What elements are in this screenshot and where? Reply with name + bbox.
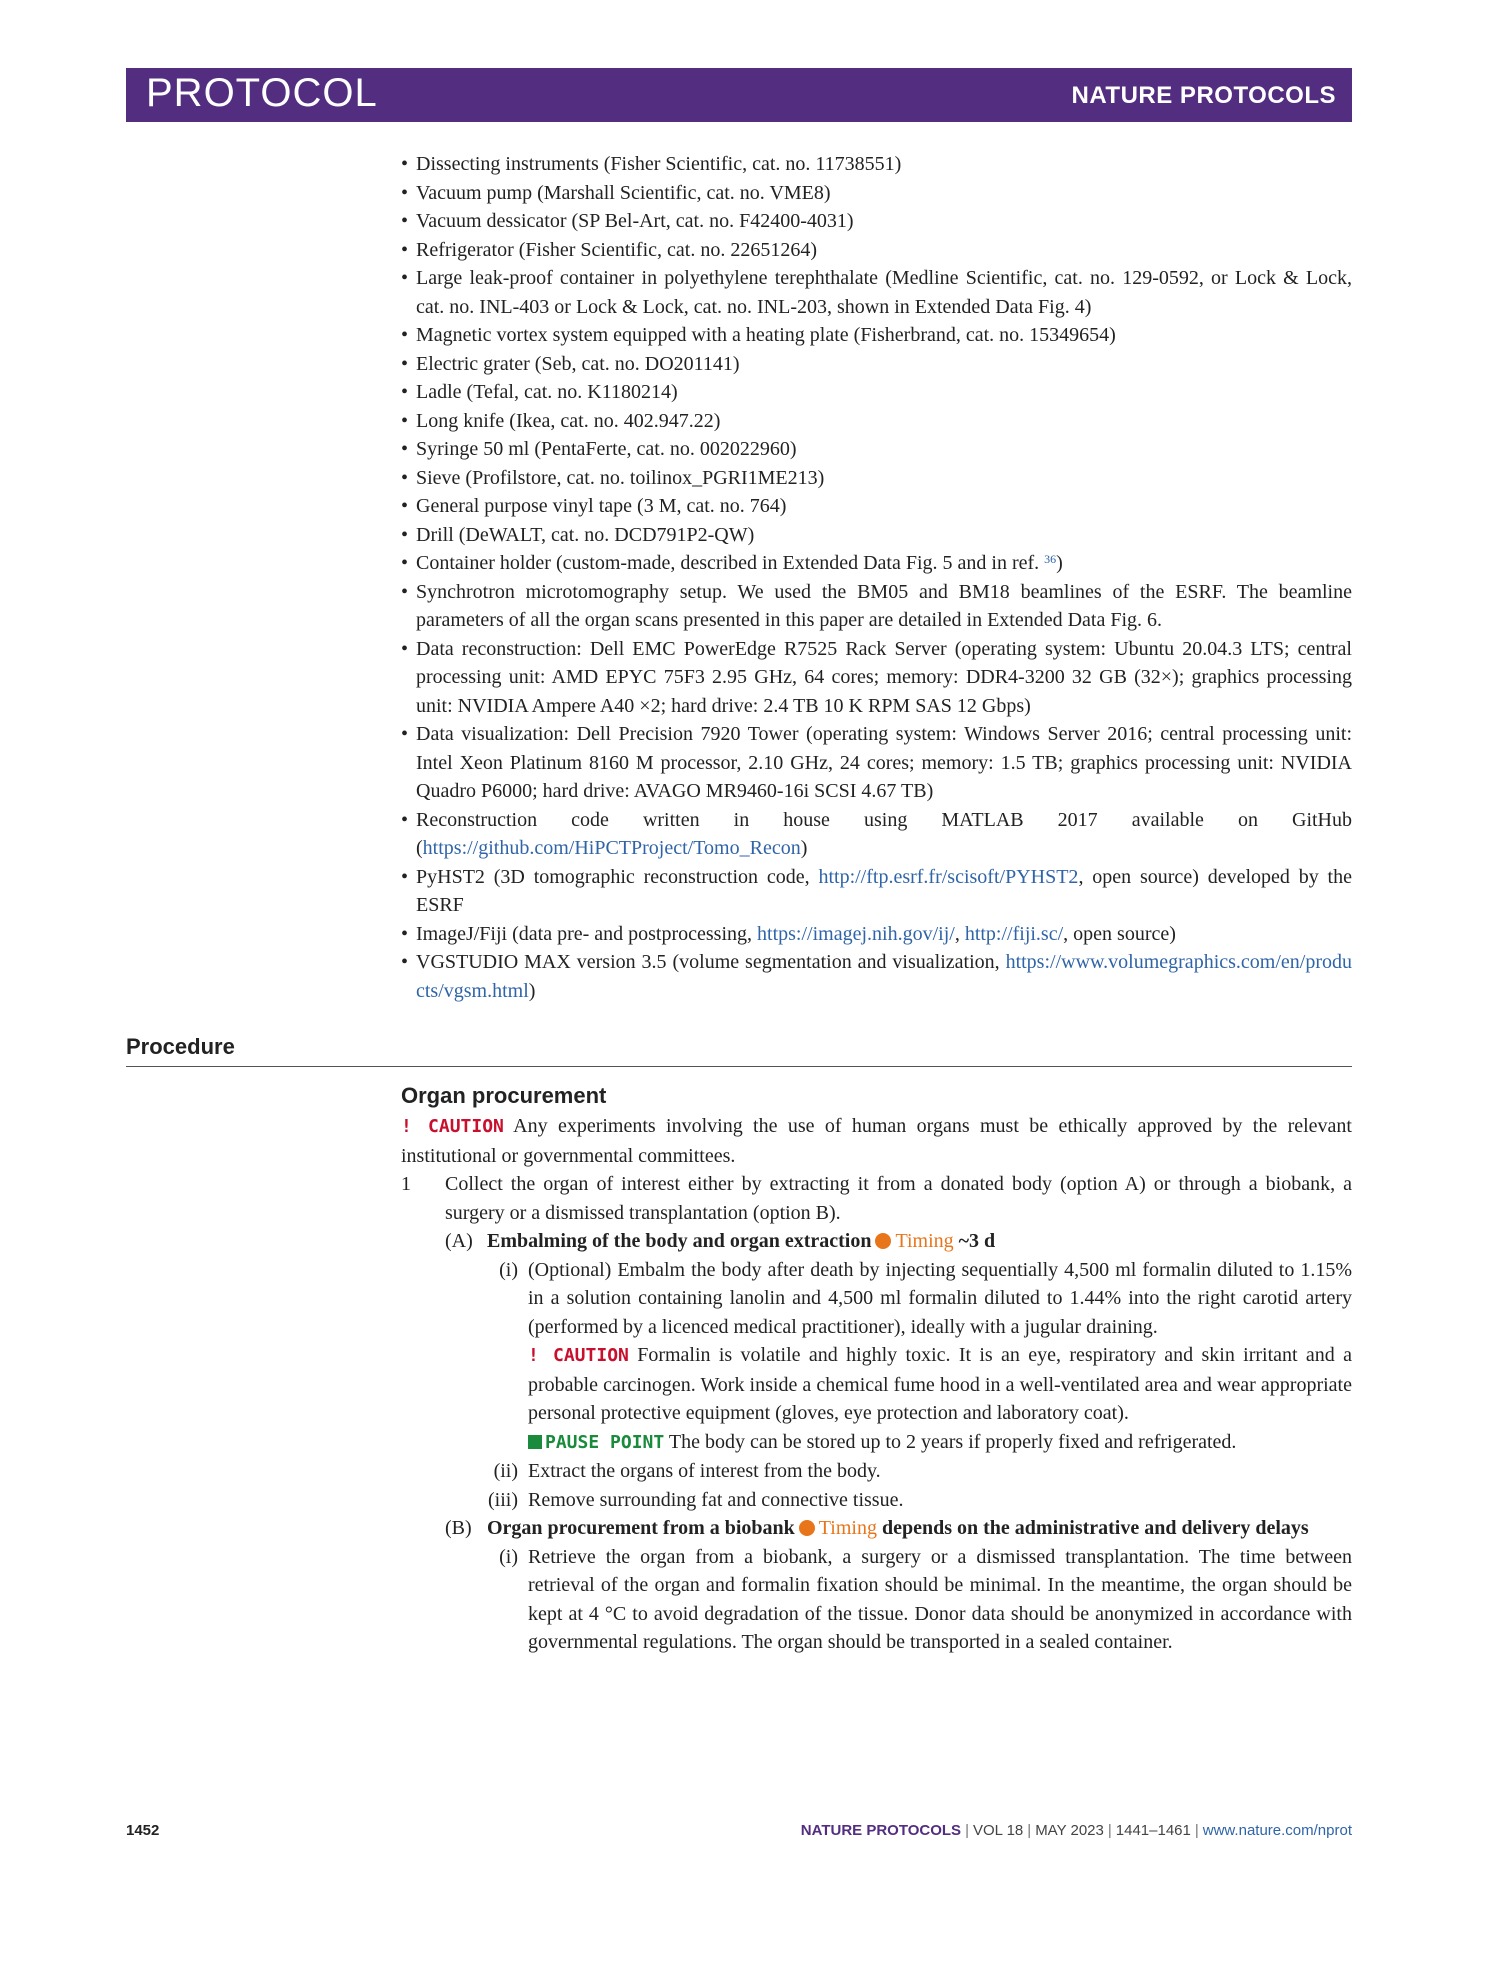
- timing-value: depends on the administrative and delivery delays: [881, 1517, 1309, 1539]
- separator: |: [1107, 1822, 1112, 1839]
- equipment-list: [401, 150, 1352, 1005]
- substep: [401, 1457, 1352, 1486]
- list-item: • Data reconstruction: Dell EMC PowerEdge R7525 Rack Server (operating system: Ubuntu 20.04.3 LTS; central processing unit: AMD EPYC 75F3 2.95 GHz, 64 cores; memory: DDR4-3200 32 GB (32×); graphics processing unit: NVIDIA Ampere A40 ×2; hard drive: 2.4 TB 10 K RPM SAS 12 Gbps): [401, 635, 1352, 721]
- container-holder-text: Container holder (custom-made, described in Extended Data Fig. 5 and in ref.: [416, 552, 1045, 574]
- pause-point-block: [401, 1428, 1352, 1458]
- fiji-link[interactable]: http://fiji.sc/: [964, 922, 1064, 945]
- journal-url-link[interactable]: www.nature.com/nprot: [1202, 1822, 1352, 1839]
- citation: [801, 1822, 1352, 1839]
- caution-text: Any experiments involving the use of human organs must be ethically approved by the relevant institutional or governmental committees.: [401, 1115, 1352, 1167]
- list-item: [401, 549, 1352, 578]
- header-journal-name: NATURE PROTOCOLS: [1071, 82, 1336, 109]
- separator: |: [965, 1822, 969, 1839]
- paren: ): [528, 979, 536, 1002]
- list-item: • Large leak-proof container in polyethylene terephthalate (Medline Scientific, cat. no. 129-0592, or Lock & Lock, cat. no. INL-403 or Lock & Lock, cat. no. INL-203, shown in Extended Data Fig. 4): [401, 264, 1352, 321]
- option-title: Organ procurement from a biobank: [487, 1517, 795, 1539]
- list-item: • Refrigerator (Fisher Scientific, cat. no. 22651264): [401, 236, 1352, 265]
- list-item: • Ladle (Tefal, cat. no. K1180214): [401, 378, 1352, 407]
- paren: ): [800, 837, 808, 859]
- recon-code-text: Reconstruction code written in house using MATLAB 2017 available on GitHub (: [416, 808, 1352, 859]
- timing-label: Timing: [818, 1517, 877, 1539]
- list-item: • Vacuum dessicator (SP Bel-Art, cat. no. F42400-4031): [401, 207, 1352, 236]
- page-footer: [126, 1822, 1352, 1844]
- imagej-link[interactable]: https://imagej.nih.gov/ij/: [757, 922, 955, 945]
- list-item: • Syringe 50 ml (PentaFerte, cat. no. 002022960): [401, 435, 1352, 464]
- option-label: (A): [445, 1230, 473, 1252]
- list-item: • Sieve (Profilstore, cat. no. toilinox_PGRI1ME213): [401, 464, 1352, 493]
- list-item: • Magnetic vortex system equipped with a heating plate (Fisherbrand, cat. no. 15349654): [401, 321, 1352, 350]
- substep-text: (Optional) Embalm the body after death by injecting sequentially 4,500 ml formalin diluted to 1.15% in a solution containing lanolin and 4,500 ml formalin diluted to 1.44% into the right carotid artery (performed by a licenced medical practitioner), ideally with a jugular draining.: [528, 1258, 1352, 1338]
- header-section-label: PROTOCOL: [146, 71, 378, 115]
- list-item: • General purpose vinyl tape (3 M, cat. no. 764): [401, 492, 1352, 521]
- caution-block: [401, 1341, 1352, 1428]
- list-item: • Synchrotron microtomography setup. We used the BM05 and BM18 beamlines of the ESRF. The beamline parameters of all the organ scans presented in this paper are detailed in Extended Data Fig. 6.: [401, 578, 1352, 635]
- list-item: • Drill (DeWALT, cat. no. DCD791P2-QW): [401, 521, 1352, 550]
- caution-label: ! CAUTION: [528, 1345, 629, 1366]
- option-b-heading: [401, 1514, 1352, 1543]
- pause-point-label: PAUSE POINT: [545, 1431, 665, 1453]
- substep-label: (ii): [493, 1460, 518, 1482]
- list-item: • Electric grater (Seb, cat. no. DO201141): [401, 350, 1352, 379]
- page-header: [126, 68, 1352, 122]
- list-item: • Vacuum pump (Marshall Scientific, cat. no. VME8): [401, 179, 1352, 208]
- vgstudio-text: VGSTUDIO MAX version 3.5 (volume segmentation and visualization,: [416, 951, 1006, 973]
- pyhst2-text: PyHST2 (3D tomographic reconstruction code,: [416, 865, 819, 888]
- pyhst2-text-end: , open source) developed by the ESRF: [416, 865, 1352, 916]
- github-link[interactable]: https://github.com/HiPCTProject/Tomo_Recon: [422, 837, 801, 859]
- timing-dot-icon: [799, 1520, 815, 1536]
- pause-point-text: The body can be stored up to 2 years if properly fixed and refrigerated.: [668, 1430, 1237, 1453]
- option-a-heading: [401, 1227, 1352, 1256]
- page-number: 1452: [126, 1822, 160, 1839]
- step-number: 1: [401, 1173, 411, 1195]
- page-range: 1441–1461: [1115, 1822, 1191, 1839]
- reference-link[interactable]: 36: [1044, 552, 1057, 566]
- journal-name: NATURE PROTOCOLS: [800, 1822, 962, 1839]
- substep: [401, 1256, 1352, 1342]
- substep: [401, 1486, 1352, 1515]
- esrf-pyhst2-link[interactable]: http://ftp.esrf.fr/scisoft/PYHST2: [818, 865, 1079, 888]
- substep-text: Remove surrounding fat and connective tissue.: [528, 1488, 904, 1511]
- list-item: [401, 920, 1352, 949]
- procedure-step: [401, 1170, 1352, 1227]
- timing-value: ~3 d: [958, 1230, 996, 1252]
- step-text: Collect the organ of interest either by extracting it from a donated body (option A) or through a biobank, a surgery or a dismissed transplantation (option B).: [445, 1173, 1352, 1224]
- substep-label: (i): [499, 1258, 518, 1281]
- list-item: [401, 806, 1352, 863]
- list-item: • Dissecting instruments (Fisher Scientific, cat. no. 11738551): [401, 150, 1352, 179]
- substep-text: Extract the organs of interest from the body.: [528, 1460, 881, 1482]
- volumegraphics-link[interactable]: https://www.volumegraphics.com/en/products/vgsm.html: [416, 951, 1352, 1002]
- substep-label: (iii): [488, 1488, 518, 1511]
- imagej-text: ImageJ/Fiji (data pre- and postprocessing,: [416, 922, 758, 945]
- timing-dot-icon: [875, 1233, 891, 1249]
- volume: VOL 18: [972, 1822, 1024, 1839]
- timing-label: Timing: [895, 1230, 954, 1252]
- separator: |: [1194, 1822, 1199, 1839]
- caution-text: Formalin is volatile and highly toxic. It is an eye, respiratory and skin irritant and a probable carcinogen. Work inside a chemical fume hood in a well-ventilated area and wear appropriate personal protective equipment (gloves, eye protection and laboratory coat).: [528, 1344, 1353, 1424]
- substep-text: Retrieve the organ from a biobank, a surgery or a dismissed transplantation. The time between retrieval of the organ and formalin fixation should be minimal. In the meantime, the organ should be kept at 4 °C to avoid degradation of the tissue. Donor data should be anonymized in accordance with governmental regulations. The organ should be transported in a sealed container.: [528, 1545, 1352, 1653]
- separator: |: [1027, 1822, 1032, 1839]
- paren: ): [1056, 552, 1063, 574]
- subsection-heading: Organ procurement: [401, 1083, 607, 1108]
- imagej-text-end: , open source): [1063, 922, 1176, 945]
- option-label: (B): [445, 1517, 472, 1539]
- option-title: Embalming of the body and organ extraction: [487, 1230, 872, 1252]
- list-item: [401, 948, 1352, 1005]
- substep-label: (i): [499, 1545, 518, 1568]
- caution-label: ! CAUTION: [401, 1116, 504, 1137]
- caution-block: [401, 1112, 1352, 1170]
- list-item: • Long knife (Ikea, cat. no. 402.947.22): [401, 407, 1352, 436]
- comma: ,: [954, 922, 965, 945]
- section-title-procedure: Procedure: [126, 1034, 1352, 1067]
- list-item: • Data visualization: Dell Precision 7920 Tower (operating system: Windows Server 2016; central processing unit: Intel Xeon Platinum 8160 M processor, 2.10 GHz, 24 cores; memory: 1.5 TB; graphics processing unit: NVIDIA Quadro P6000; hard drive: AVAGO MR9460-16i SCSI 4.67 TB): [401, 720, 1352, 806]
- pause-point-icon: [528, 1435, 542, 1449]
- list-item: [401, 863, 1352, 920]
- procedure-body: [401, 1080, 1352, 1657]
- issue-date: MAY 2023: [1035, 1822, 1104, 1839]
- substep: [401, 1543, 1352, 1657]
